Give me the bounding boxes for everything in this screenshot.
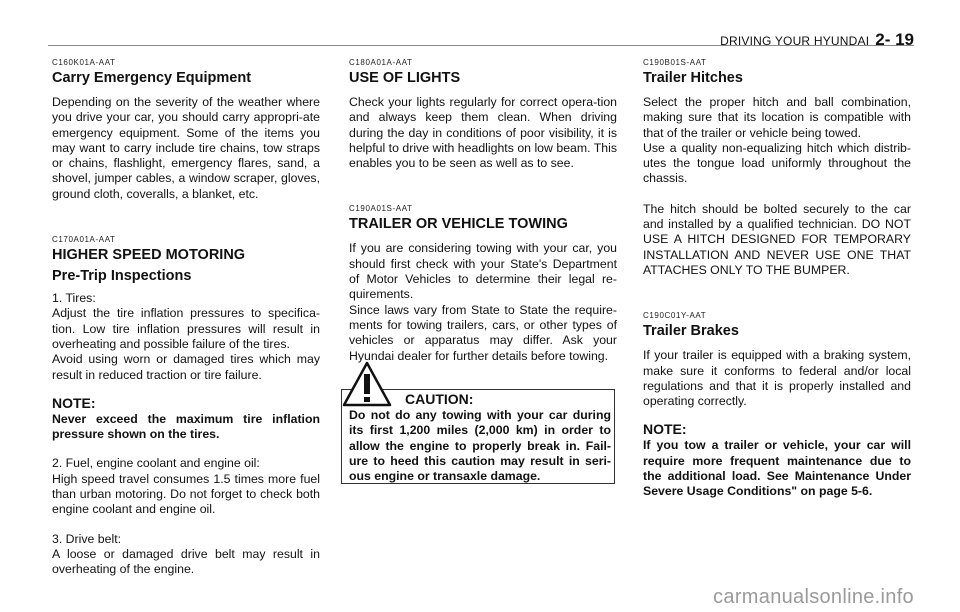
use-of-lights-text: Check your lights regularly for correct opera-tion and always keep them clean. When driving during the day in conditions of poor visibility, it is helpful to drive with headlights on low beam. This enables you to be seen as well as to see. <box>349 95 617 171</box>
warning-triangle-icon <box>342 361 392 407</box>
column-left <box>52 58 320 578</box>
fuel-text: 2. Fuel, engine coolant and engine oil: High speed travel consumes 1.5 times more fuel than urban motoring. Do not forget to check both engine coolant and engine oil. <box>52 456 320 517</box>
page-number: 2- 19 <box>875 30 914 49</box>
section-code: C160K01A-AAT <box>52 58 116 67</box>
page-header <box>720 30 914 50</box>
caution-heading: CAUTION: <box>405 391 474 407</box>
tires-text: 1. Tires: Adjust the tire inflation pressures to specifica-tion. Low tire inflation pressures will result in overheating and possible failure of the tires. Avoid using worn or damaged tires which may result in reduced traction or tire failure. <box>52 291 320 382</box>
section-title-emergency-equipment: Carry Emergency Equipment <box>52 70 252 86</box>
towing-text: If you are considering towing with your car, you should first check with your State's Department of Motor Vehicles to determine their legal re-quirements. Since laws vary from State to State the require-ments for towing trailers, cars, or other types of vehicles or apparatus may differ. Ask your Hyundai dealer for further details before towing. <box>349 241 617 363</box>
section-title-trailer-brakes: Trailer Brakes <box>643 323 739 340</box>
section-code: C190B01S-AAT <box>643 58 707 67</box>
trailer-brakes-text: If your trailer is equipped with a braking system, make sure it conforms to federal and/or local regulations and that it is properly installed and operating correctly. <box>643 348 911 409</box>
column-middle <box>349 58 617 364</box>
section-code: C180A01A-AAT <box>349 58 413 67</box>
section-title-trailer-hitches: Trailer Hitches <box>643 70 743 86</box>
trailer-hitches-warning-text: The hitch should be bolted securely to the car and installed by a qualified technician. DO NOT USE A HITCH DESIGNED FOR TEMPORARY INSTALLATION AND NEVER USE ONE THAT ATTACHES ONLY TO THE BUMPER. <box>643 201 911 277</box>
header-section-title: DRIVING YOUR HYUNDAI <box>720 34 870 48</box>
note-text-maintenance: If you tow a trailer or vehicle, your car will require more frequent maintenance due to the additional load. See Maintenance Under Severe Usage Conditions" on page 5-6. <box>643 438 911 499</box>
trailer-hitches-text: Select the proper hitch and ball combination, making sure that its location is compatible with that of the trailer or vehicle being towed. Use a quality non-equalizing hitch which distrib-utes the tongue load uniformly throughout the chassis. <box>643 95 911 186</box>
note-heading: NOTE: <box>52 394 96 411</box>
section-code: C190C01Y-AAT <box>643 311 707 321</box>
section-title-towing: TRAILER OR VEHICLE TOWING <box>349 216 568 233</box>
watermark: carmanualsonline.info <box>713 586 914 608</box>
section-title-higher-speed: HIGHER SPEED MOTORING <box>52 247 246 264</box>
caution-text: Do not do any towing with your car during its first 1,200 miles (2,000 km) in order to allow the engine to properly break in. Fail-ure to heed this caution may result in seri-ous engine or transaxle damage. <box>349 408 611 484</box>
section-title-use-of-lights: USE OF LIGHTS <box>349 70 461 86</box>
column-right <box>643 58 911 500</box>
note-heading: NOTE: <box>643 421 687 438</box>
subtitle-pre-trip: Pre-Trip Inspections <box>52 268 192 285</box>
note-text-tire-pressure: Never exceed the maximum tire inflation pressure shown on the tires. <box>52 411 320 442</box>
emergency-equipment-text: Depending on the severity of the weather where you drive your car, you should carry appropri-ate emergency equipment. Some of the items you may want to carry include tire chains, tow straps or chains, flashlight, emergency flares, sand, a shovel, jumper cables, a window scraper, gloves, ground cloth, coveralls, a blanket, etc. <box>52 95 320 201</box>
drive-belt-text: 3. Drive belt: A loose or damaged drive belt may result in overheating of the engine. <box>52 531 320 577</box>
section-code: C190A01S-AAT <box>349 204 413 214</box>
section-code: C170A01A-AAT <box>52 235 116 245</box>
